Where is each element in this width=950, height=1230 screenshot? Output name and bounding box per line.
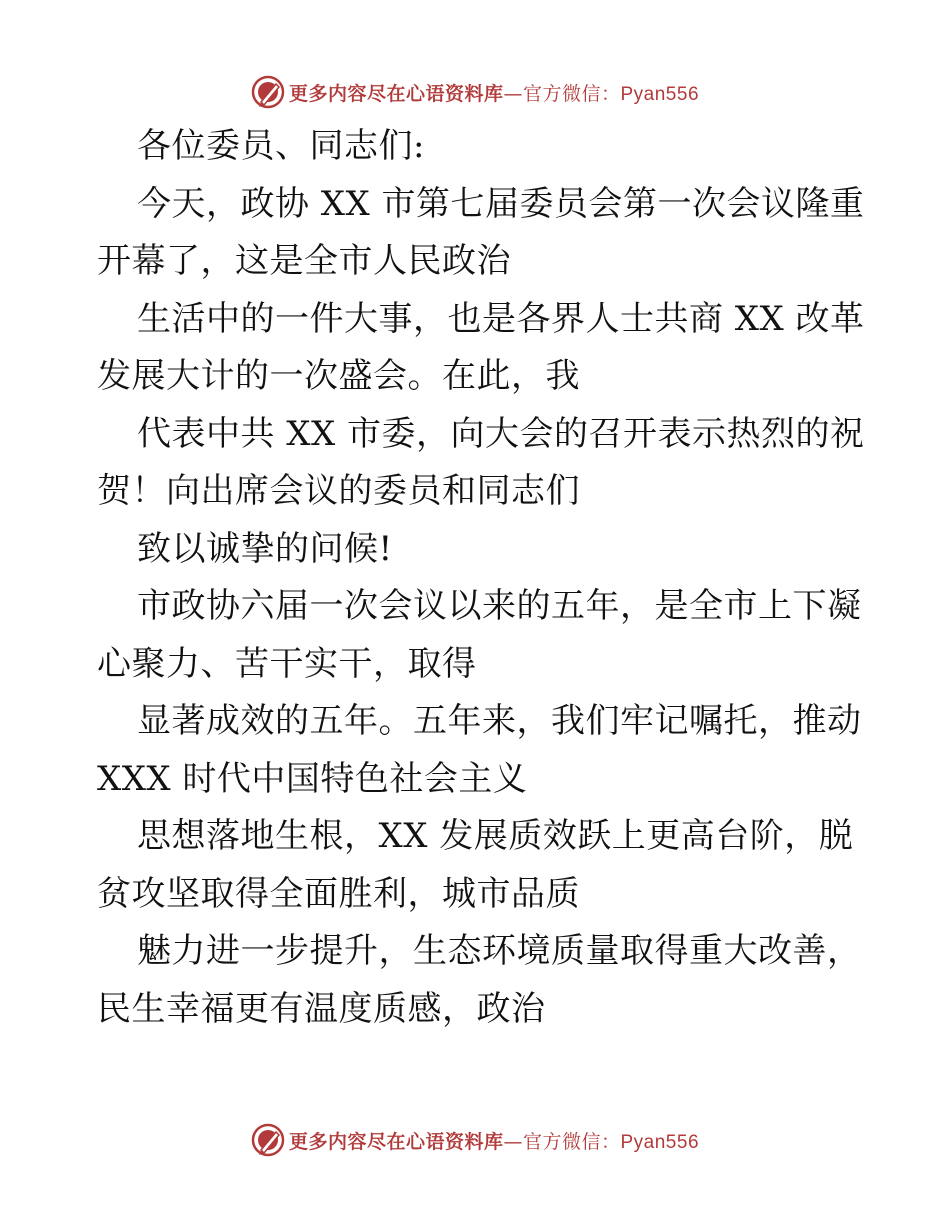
body-line: 魅力进一步提升，生态环境质量取得重大改善， [137, 931, 862, 971]
header-banner-text [289, 79, 699, 106]
pen-logo-icon [251, 75, 285, 109]
body-line: 贫攻坚取得全面胜利，城市品质 [97, 873, 580, 914]
body-line: 代表中共 XX 市委，向大会的召开表示热烈的祝 [137, 413, 865, 454]
pen-logo-icon [251, 1123, 285, 1157]
footer-banner [0, 1120, 950, 1160]
header-prefix: 更多内容尽在心语资料库 [288, 82, 504, 105]
footer-prefix: 更多内容尽在心语资料库 [288, 1130, 504, 1153]
body-line: 市政协六届一次会议以来的五年，是全市上下凝 [137, 586, 862, 626]
document-body [97, 118, 865, 1038]
footer-banner-text [289, 1127, 699, 1154]
body-line: 发展大计的一次盛会。在此，我 [97, 356, 580, 396]
footer-wechat: 官方微信：Pyan556 [523, 1131, 700, 1153]
body-line: 显著成效的五年。五年来，我们牢记嘱托，推动 [137, 701, 862, 741]
body-line: 致以诚挚的问候! [137, 528, 393, 569]
header-dash: — [503, 82, 523, 105]
header-banner [0, 72, 950, 112]
body-line: 贺！向出席会议的委员和同志们 [97, 471, 580, 511]
body-line: 今天，政协 XX 市第七届委员会第一次会议隆重 [137, 183, 865, 224]
body-line: 心聚力、苦干实干，取得 [97, 643, 477, 684]
body-line: 各位委员、同志们: [137, 126, 425, 166]
footer-dash: — [503, 1130, 523, 1153]
body-line: 思想落地生根，XX 发展质效跃上更高台阶，脱 [137, 816, 854, 856]
header-wechat: 官方微信：Pyan556 [523, 83, 700, 105]
body-line: 民生幸福更有温度质感，政治 [97, 988, 546, 1029]
body-line: 生活中的一件大事，也是各界人士共商 XX 改革 [137, 298, 865, 339]
body-line: XXX 时代中国特色社会主义 [97, 758, 528, 799]
body-line: 开幕了，这是全市人民政治 [97, 241, 511, 281]
